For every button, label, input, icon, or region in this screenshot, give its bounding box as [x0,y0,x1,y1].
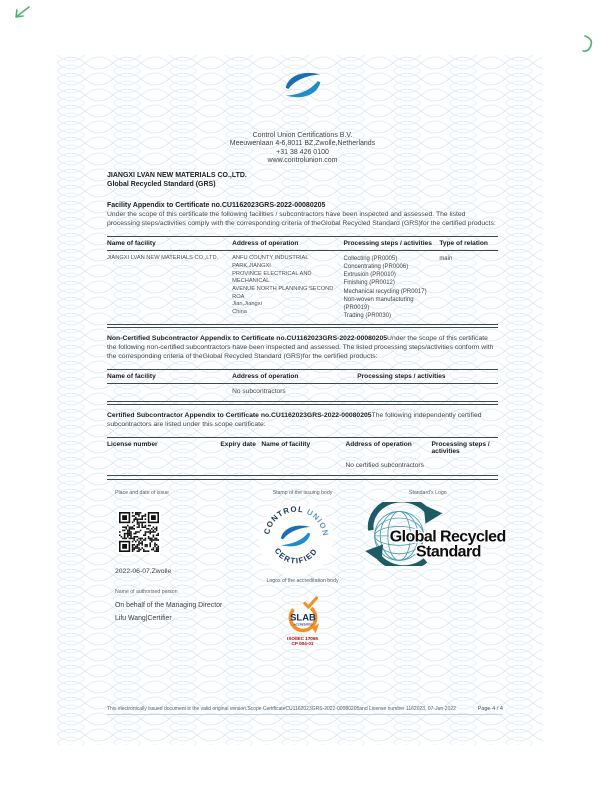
facility-table [107,236,498,328]
address-line: AVENUE NORTH PLANNING SECOND ROA [232,285,334,300]
issuer-block [107,132,498,165]
no-subcontractors-cell: No subcontractors [232,388,286,396]
scan-mark-top-left [12,5,32,21]
page-footer [107,706,503,715]
issuer-phone: +31 38 426 0100 [276,148,329,156]
standard-logo-label: Standard's Logo [409,489,447,496]
issuer-website: www.controlunion.com [267,156,338,164]
holder-block [107,171,498,189]
control-union-logo-icon [280,69,326,101]
address-line: PROVINCE ELECTRICAL AND MECHANICAL [232,270,312,285]
certified-table [107,437,498,479]
col-header: Processing steps / activities [343,240,432,248]
processing-step: Trading (PR0030) [343,312,391,319]
issue-block [107,489,506,652]
col-header: Expiry date [220,441,256,449]
stamp-text-control: CONTROL [262,504,305,535]
signature-line2: Lifu Wang|Certifier [115,614,172,622]
issuer-name: Control Union Certifications B.V. [252,132,353,139]
authorised-person-label: Name of authorised person [115,588,178,595]
processing-step: Mechanical recycling (PR0017) [343,288,427,295]
holder-name: JIANGXI LVAN NEW MATERIALS CO.,LTD. [107,172,247,179]
slab-cp-text: CP 004-01 [291,641,314,647]
slab-text: SLAB [289,612,316,624]
col-header: Name of facility [107,240,156,248]
no-certified-subcontractors-cell: No certified subcontractors [345,462,424,470]
signature-line1: On behalf of the Managing Director [115,601,223,609]
non-certified-table [107,369,498,405]
processing-step: Collecting (PR0005) [343,256,398,263]
address-line: ANFU COUNTY INDUSTRIAL PARK,JIANGXI [232,255,309,269]
certified-appendix-title: Certified Subcontractor Appendix to Certificate no.CU1162023GRS-2022-00080205 [107,412,372,420]
certified-table-row [107,458,498,475]
non-certified-appendix-title: Non-Certified Subcontractor Appendix to Certificate no.CU1162023GRS-2022-00080205 [107,335,388,343]
control-union-certified-stamp [257,500,335,578]
scan-mark-right [581,34,597,54]
facility-steps-cell [344,251,440,324]
holder-standard: Global Recycled Standard (GRS) [107,181,216,189]
facility-name-cell: JIANGXI LVAN NEW MATERIALS CO.,LTD. [107,255,219,262]
certified-appendix-description: The following independently certified subcontractors are listed under this scope certificate: [107,412,482,429]
stamp-text-union: UNION [305,506,331,538]
facility-appendix-description: Under the scope of this certificate the following facilities / subcontractors have been inspected and assessed. The listed processing steps/activities comply with the corresponding criteria of theGlobal Recycled Standard (GRS)for the certified products: [107,211,496,228]
certified-appendix-intro [107,412,498,430]
col-header: Name of facility [261,441,311,449]
non-certified-table-row [107,384,498,401]
col-header: Processing steps / activities [357,373,446,381]
slab-accreditation-logo [280,596,326,647]
stamp-text-certified: CERTIFIED [272,546,320,566]
certificate-page [57,55,543,745]
non-certified-table-header [107,370,498,383]
certified-table-header [107,438,498,458]
facility-appendix-title: Facility Appendix to Certificate no.CU1162023GRS-2022-00080205 [107,202,326,210]
grs-text-line2: Standard [416,543,481,561]
non-certified-appendix-description: Under the scope of this certificate the following non-certified subcontractors have been inspected and assessed. The listed processing steps/activities conform with the corresponding criteria of theGlobal Recycled Standard (GRS)for the certified products: [107,335,494,361]
facility-relation-cell: main [439,256,453,263]
qr-code [117,510,161,554]
processing-step: Extrusion (PR0010) [343,272,396,279]
issuer-address: Meeuwenlaan 4-6,8011 BZ,Zwolle,Netherlands [229,140,376,148]
address-line: China [232,308,247,315]
processing-step: Non-woven manufacturing (PR0019) [343,296,414,311]
non-certified-appendix-intro [107,335,498,362]
slab-sub-text: ACCREDITED [293,622,312,627]
col-header: Address of operation [232,240,299,248]
col-header: Address of operation [232,373,299,381]
slab-iso-text: ISO/IEC 17065 [287,635,318,641]
grs-logo [357,502,509,566]
facility-table-header [107,237,498,250]
processing-step: Finishing (PR0012) [343,280,395,287]
col-header: License number [107,441,158,449]
grs-text-line1: Global Recycled [389,528,506,546]
facility-table-row [107,251,498,324]
issue-date-place: 2022-06-07,Zwolle [115,567,172,575]
processing-step: Concentrating (PR0006) [343,264,409,271]
place-date-label: Place and date of issue [115,489,169,496]
page-content [57,55,543,745]
footer-validity-text: This electronically issued document is the valid original version.Scope CertificateCU1162023GRS-2022-00080205and License number 1162023, 07-Jun-2022 [107,706,456,712]
col-header: Processing steps / activities [431,441,490,456]
address-line: Jian,Jiangxi [232,301,262,308]
col-header: Address of operation [345,441,412,449]
stamp-label: Stamp of the issuing body [272,489,333,496]
accreditation-label: Logos of the accreditation body [266,577,339,584]
col-header: Type of relation [439,240,488,248]
col-header: Name of facility [107,373,156,381]
facility-address-cell [232,251,343,324]
page-number: Page 4 / 4 [477,706,503,712]
